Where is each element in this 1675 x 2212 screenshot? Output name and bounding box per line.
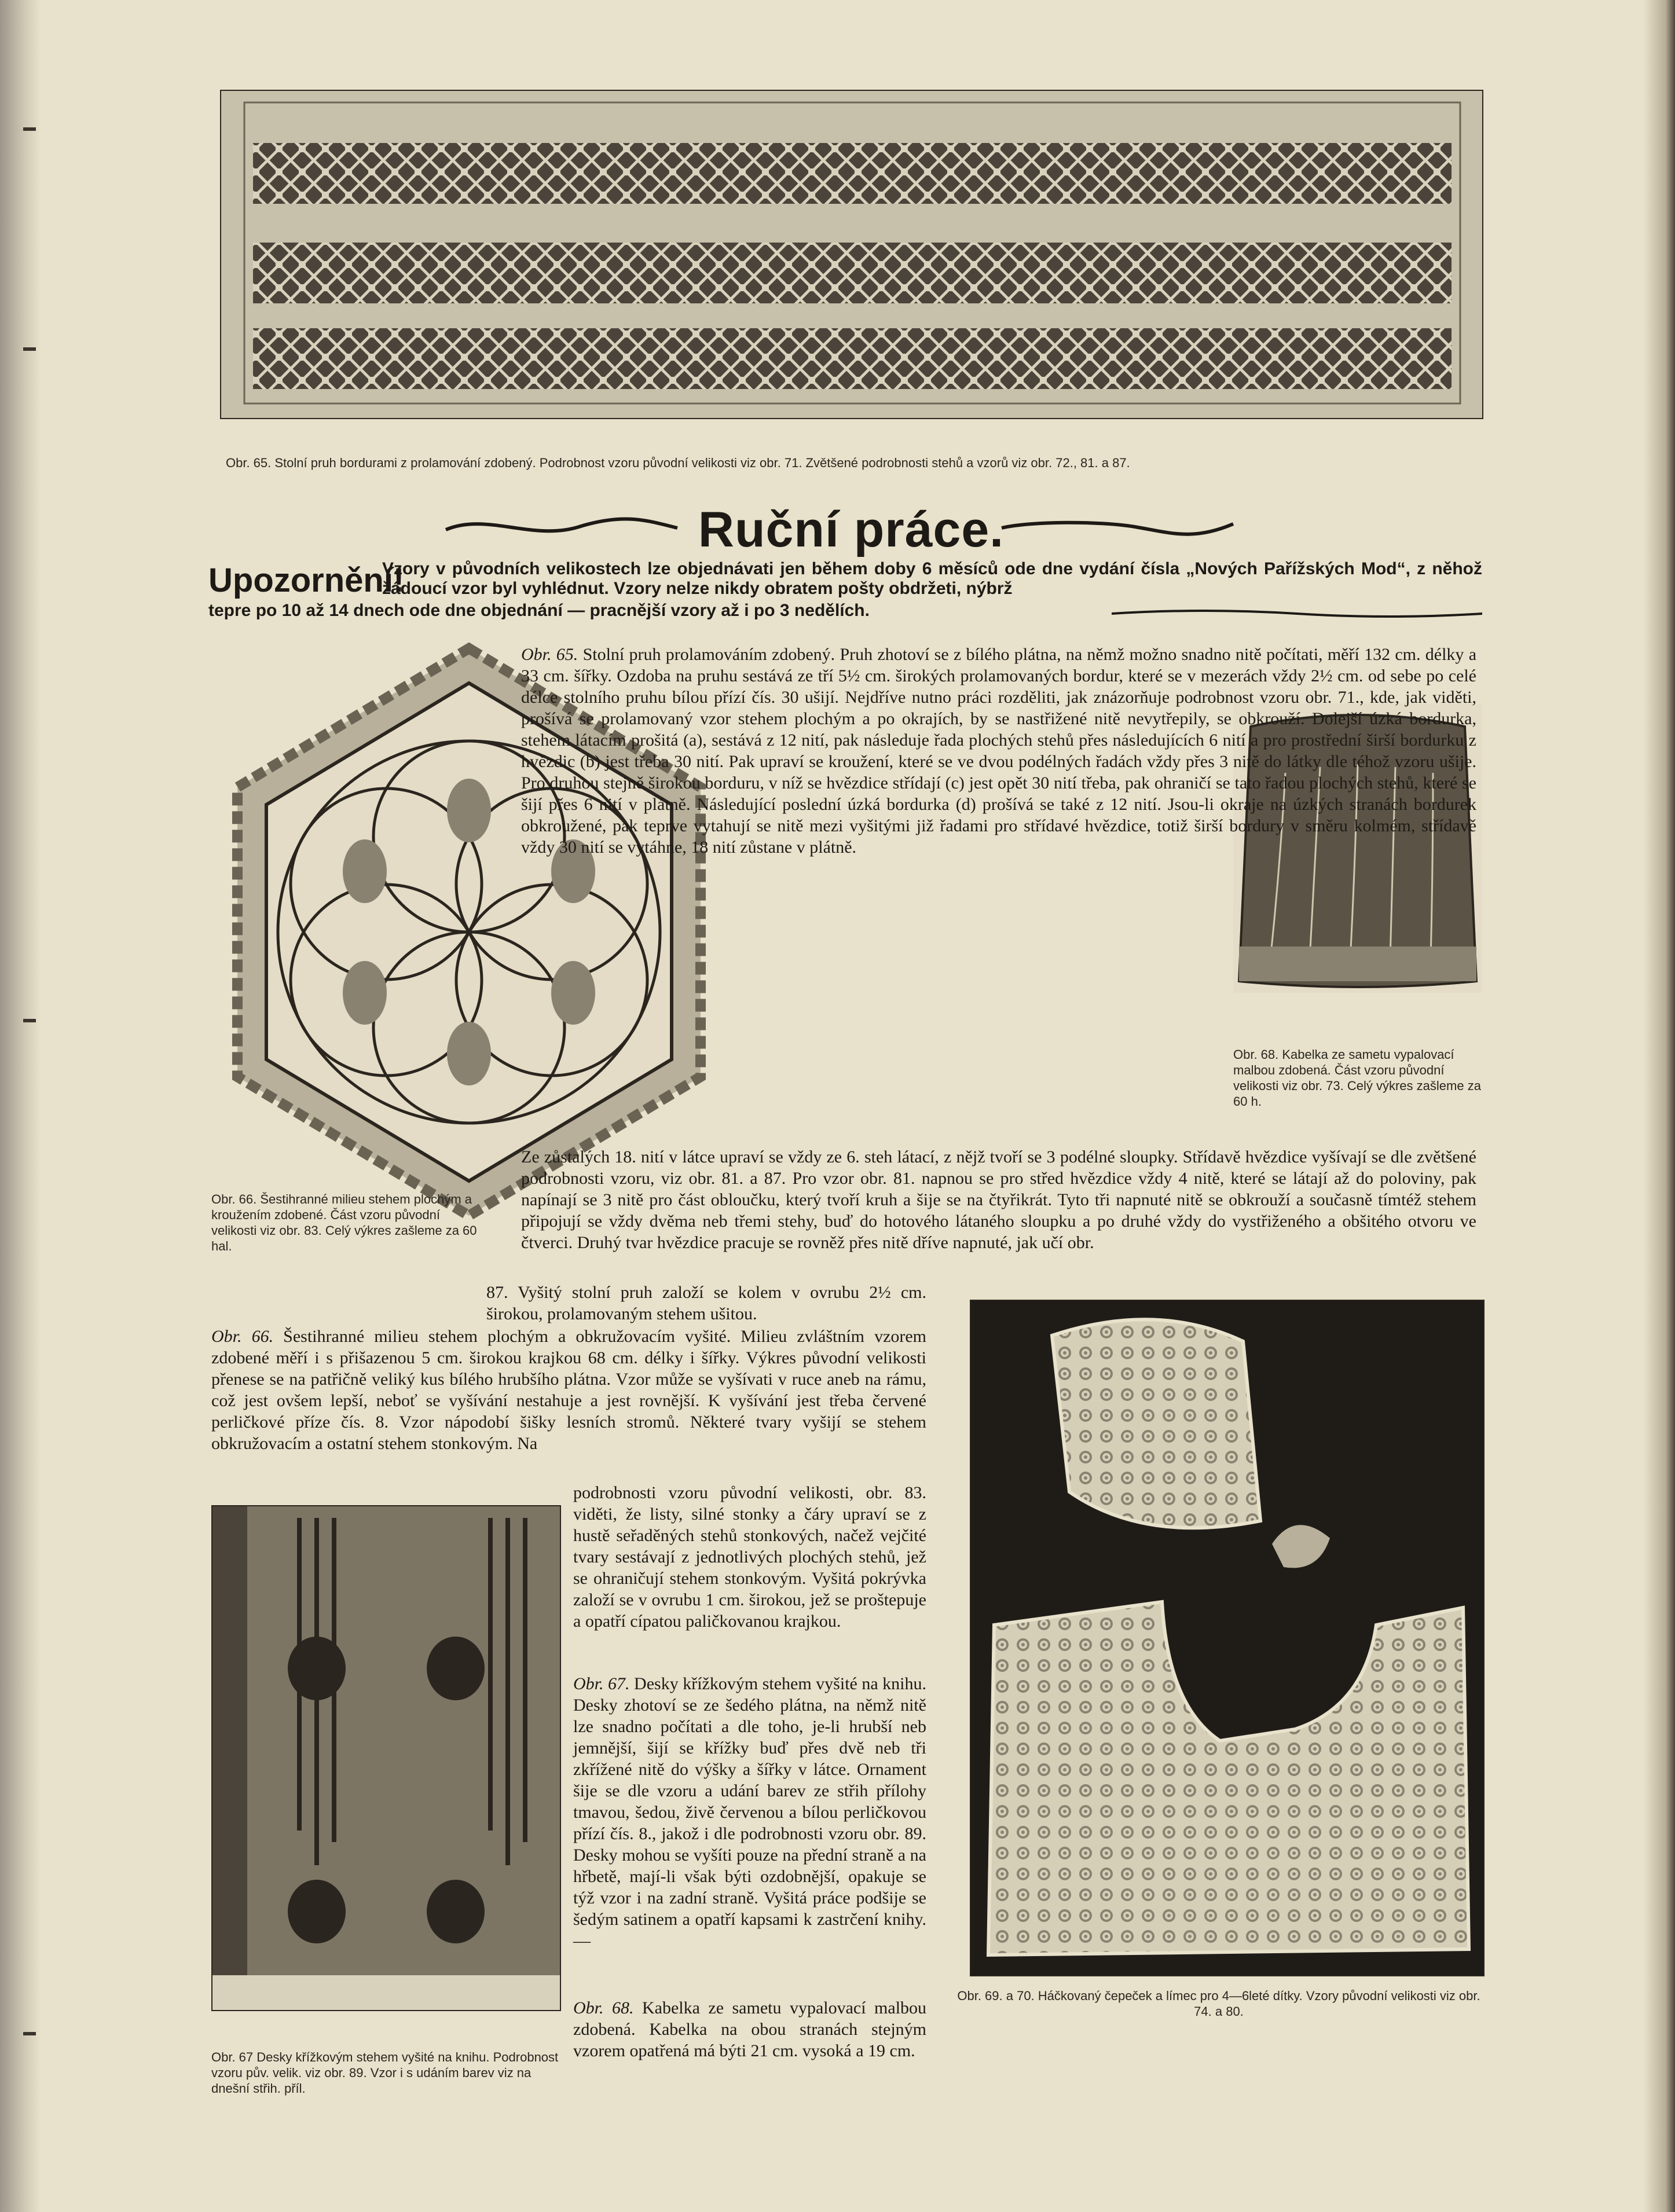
rule-flourish-icon (1112, 608, 1482, 619)
figure-68-caption: Obr. 68. Kabelka ze sametu vypalovací malbou zdobená. Část vzoru původní velikosti viz obr. 73. Celý výkres zašleme za 60 h. (1233, 1047, 1481, 1109)
border-band (253, 243, 1452, 303)
notice-tail: tepre po 10 až 14 dnech ode dne objednání — pracnější vzory až i po 3 nedělích. (208, 601, 870, 620)
runner-illustration (221, 91, 1482, 418)
figure-69-70-caption: Obr. 69. a 70. Háčkovaný čepeček a límec pro 4—6leté dítky. Vzory původní velikosti viz obr. 74. a 80. (957, 1989, 1480, 2019)
notice-text: Vzory v původních velikostech lze objednávati jen během doby 6 měsíců ode dne vydání čísla „Nových Pařížských Mod“, z něhož žádoucí vzor byl vyhlédnut. Vzory nelze nikdy obratem pošty obdržeti, nýbrž (382, 559, 1482, 598)
paragraph-67 (573, 1673, 926, 1951)
paragraph-68 (573, 1997, 926, 2061)
notice-heading: Upozornění! (208, 562, 405, 599)
fig-ref-68: Obr. 68. (573, 1998, 634, 2017)
border-band (253, 143, 1452, 204)
figure-65-caption: Obr. 65. Stolní pruh bordurami z prolamování zdobený. Podrobnost vzoru původní velikosti viz obr. 71. Zvětšené podrobnosti stehů a vzorů viz obr. 72., 81. a 87. (226, 456, 1130, 470)
fig-ref-66: Obr. 66. (211, 1327, 274, 1346)
binding-mark (23, 347, 36, 351)
paragraph-66-text: Šestihranné milieu stehem plochým a obkružovacím vyšité. Milieu zvláštním vzorem zdobené měří i s přišazenou 5 cm. širokou krajkou 68 cm. délky i šířky. Výkres původní velikosti přenese se na patřičně veliký kus bílého hrubšího plátna. Vzor může se vyšívati v ruce aneb na rámu, což jest ovšem lepší, neboť se vyšívání nestahuje a jest rovnější. K vyšívání jest třeba červené perličkové příze čís. 8. Vzor nápodobí šišky lesních stromů. Některé tvary vyšijí se stehem obkružovacím a ostatní stehem stonkovým. Na (211, 1327, 927, 1453)
paragraph-66-cont: podrobnosti vzoru původní velikosti, obr. 83. viděti, že listy, silné stonky a čáry upraví se z hustě seřaděných stehů stonkových, načež vejčité tvary sestávají z jednotlivých plochých stehů, jež se ohraničují stehem stonkovým. Vyšitá pokrývka založí se v ovrubu 1 cm. širokou, jež se proštepuje a opatří cípatou paličkovanou krajkou. (573, 1483, 926, 1631)
border-band (253, 328, 1452, 389)
page-edge (1643, 0, 1675, 2212)
fig-ref-67: Obr. 67. (573, 1674, 630, 1693)
book-illustration (212, 1506, 560, 2010)
paragraph-65-cont: Ze zůstalých 18. nití v látce upraví se vždy ze 6. steh látací, z nějž tvoří se 3 podélné sloupky. Střídavě hvězdice vyšívají se dle zvětšené podrobnosti vzoru, viz obr. 81. a 87. Pro vzor obr. 81. napnou se pro střed hvězdice vždy 4 nitě, které se látají až do poloviny, pak napínají se 3 nitě pro část obloučku, který tvoří kruh a šije se na čtyřikrát. Tyto tři napnuté nitě se obkrouží a současně tímtéž stehem připojují se vždy dvěma neb třemi stehy, buď do hotového látaného sloupku a po druhé vždy do vystřiženého a obšitého otvoru ve čtverci. Druhý tvar hvězdice pracuje se rovněž přes nitě dříve napnuté, jak učí obr. (521, 1147, 1476, 1252)
crochet-illustration (971, 1301, 1483, 1975)
section-title: Ruční práce. (698, 502, 1005, 557)
paragraph-65-text: Stolní pruh prolamováním zdobený. Pruh zhotoví se z bílého plátna, na němž možno snadno nitě počítati, měří 132 cm. délky a 33 cm. šířky. Ozdoba na pruhu sestává ze tří 5½ cm. širokých prolamovaných bordur, které se v mezerách vždy 2½ cm. od sebe po celé délce stolního pruhu bílou přízí čís. 30 ušijí. Nejdříve nutno práci rozděliti, jak znázorňuje podrobnost vzoru obr. 71., kde, jak viděti, prošívá se prolamovaný vzor stehem plochým a po okrajích, by se nastřižené nitě nevytřepily, se obkrouží. Dolejší úzká bordurka, stehem látacím prošitá (a), sestává z 12 nití, pak následuje řada plochých stehů přes následujících 6 nití a pro prostřední širší bordurku z hvězdic (b) jest třeba 30 nití. Pak upraví se kroužení, které se ve dvou podélných řadách vždy přes 3 nitě do látky dle téhož vzoru ušije. Pro druhou stejně širokou borduru, v níž se hvězdice střídají (c) jest opět 30 nití třeba, pak ohraničí se tato řadou plochých stehů, které se šijí přes 6 nití v plátně. Následující poslední úzká bordurka (d) prošívá se také z 12 nití. Jsou-li okraje na úzkých stranách bordurek obkroužené, pak teprve vytahují se nitě mezi vyšitými již řadami pro střídavé hvězdice, totiž širší bordury v směru kolmém, střídavě vždy 30 nití se vytáhne, 18 nití zůstane v plátně. (521, 645, 1477, 857)
fig-ref-65: Obr. 65. (521, 645, 578, 664)
figure-67-caption: Obr. 67 Desky křížkovým stehem vyšité na knihu. Podrobnost vzoru pův. velik. viz obr. 89. Vzor i s udáním barev viz na dnešní střih. příl. (211, 2050, 559, 2096)
figure-67-book-cover (211, 1505, 561, 2011)
binding-mark (23, 1019, 36, 1022)
paragraph-68-text: Kabelka ze sametu vypalovací malbou zdobená. Kabelka na obou stranách stejným vzorem opatřená má býti 21 cm. vysoká a 19 cm. (573, 1998, 927, 2060)
paragraph-66 (211, 1326, 926, 1454)
paragraph-67-text: Desky křížkovým stehem vyšité na knihu. Desky zhotoví se ze šedého plátna, na němž nitě lze snadno počítati a dle toho, je-li hrubší neb jemnější, šijí se křížky buď přes dvě neb tři zkřížené nitě do výšky a šířky v látce. Ornament šije se dle vzoru a udání barev ze střih přílohy tmavou, šedou, živě červenou a bílou perličkovou přízí čís. 8., jakož i dle podrobnosti vzoru obr. 89. Desky mohou se vyšíti pouze na přední straně a na hřbetě, mají-li však býti ozdobnější, opakuje se týž vzor i na zadní straně. Vyšitá práce podšije se šedým satinem a opatří kapsami k zastrčení knihy. — (573, 1674, 927, 1950)
binding-mark (23, 127, 36, 131)
figure-69-70-crochet-bonnet-collar (970, 1300, 1485, 1976)
figure-65-table-runner (220, 90, 1483, 419)
paragraph-65 (521, 644, 1476, 858)
binding-mark (23, 2032, 36, 2035)
flourish-right-icon (996, 509, 1239, 544)
figure-66-caption: Obr. 66. Šestihranné milieu stehem plochým a kroužením zdobené. Část vzoru původní velikosti viz obr. 83. Celý výkres zašleme za 60 hal. (211, 1192, 477, 1253)
binding-edge (0, 0, 41, 2212)
paragraph-65-end: 87. Vyšitý stolní pruh založí se kolem v ovrubu 2½ cm. širokou, prolamovaným stehem ušitou. (486, 1283, 926, 1323)
